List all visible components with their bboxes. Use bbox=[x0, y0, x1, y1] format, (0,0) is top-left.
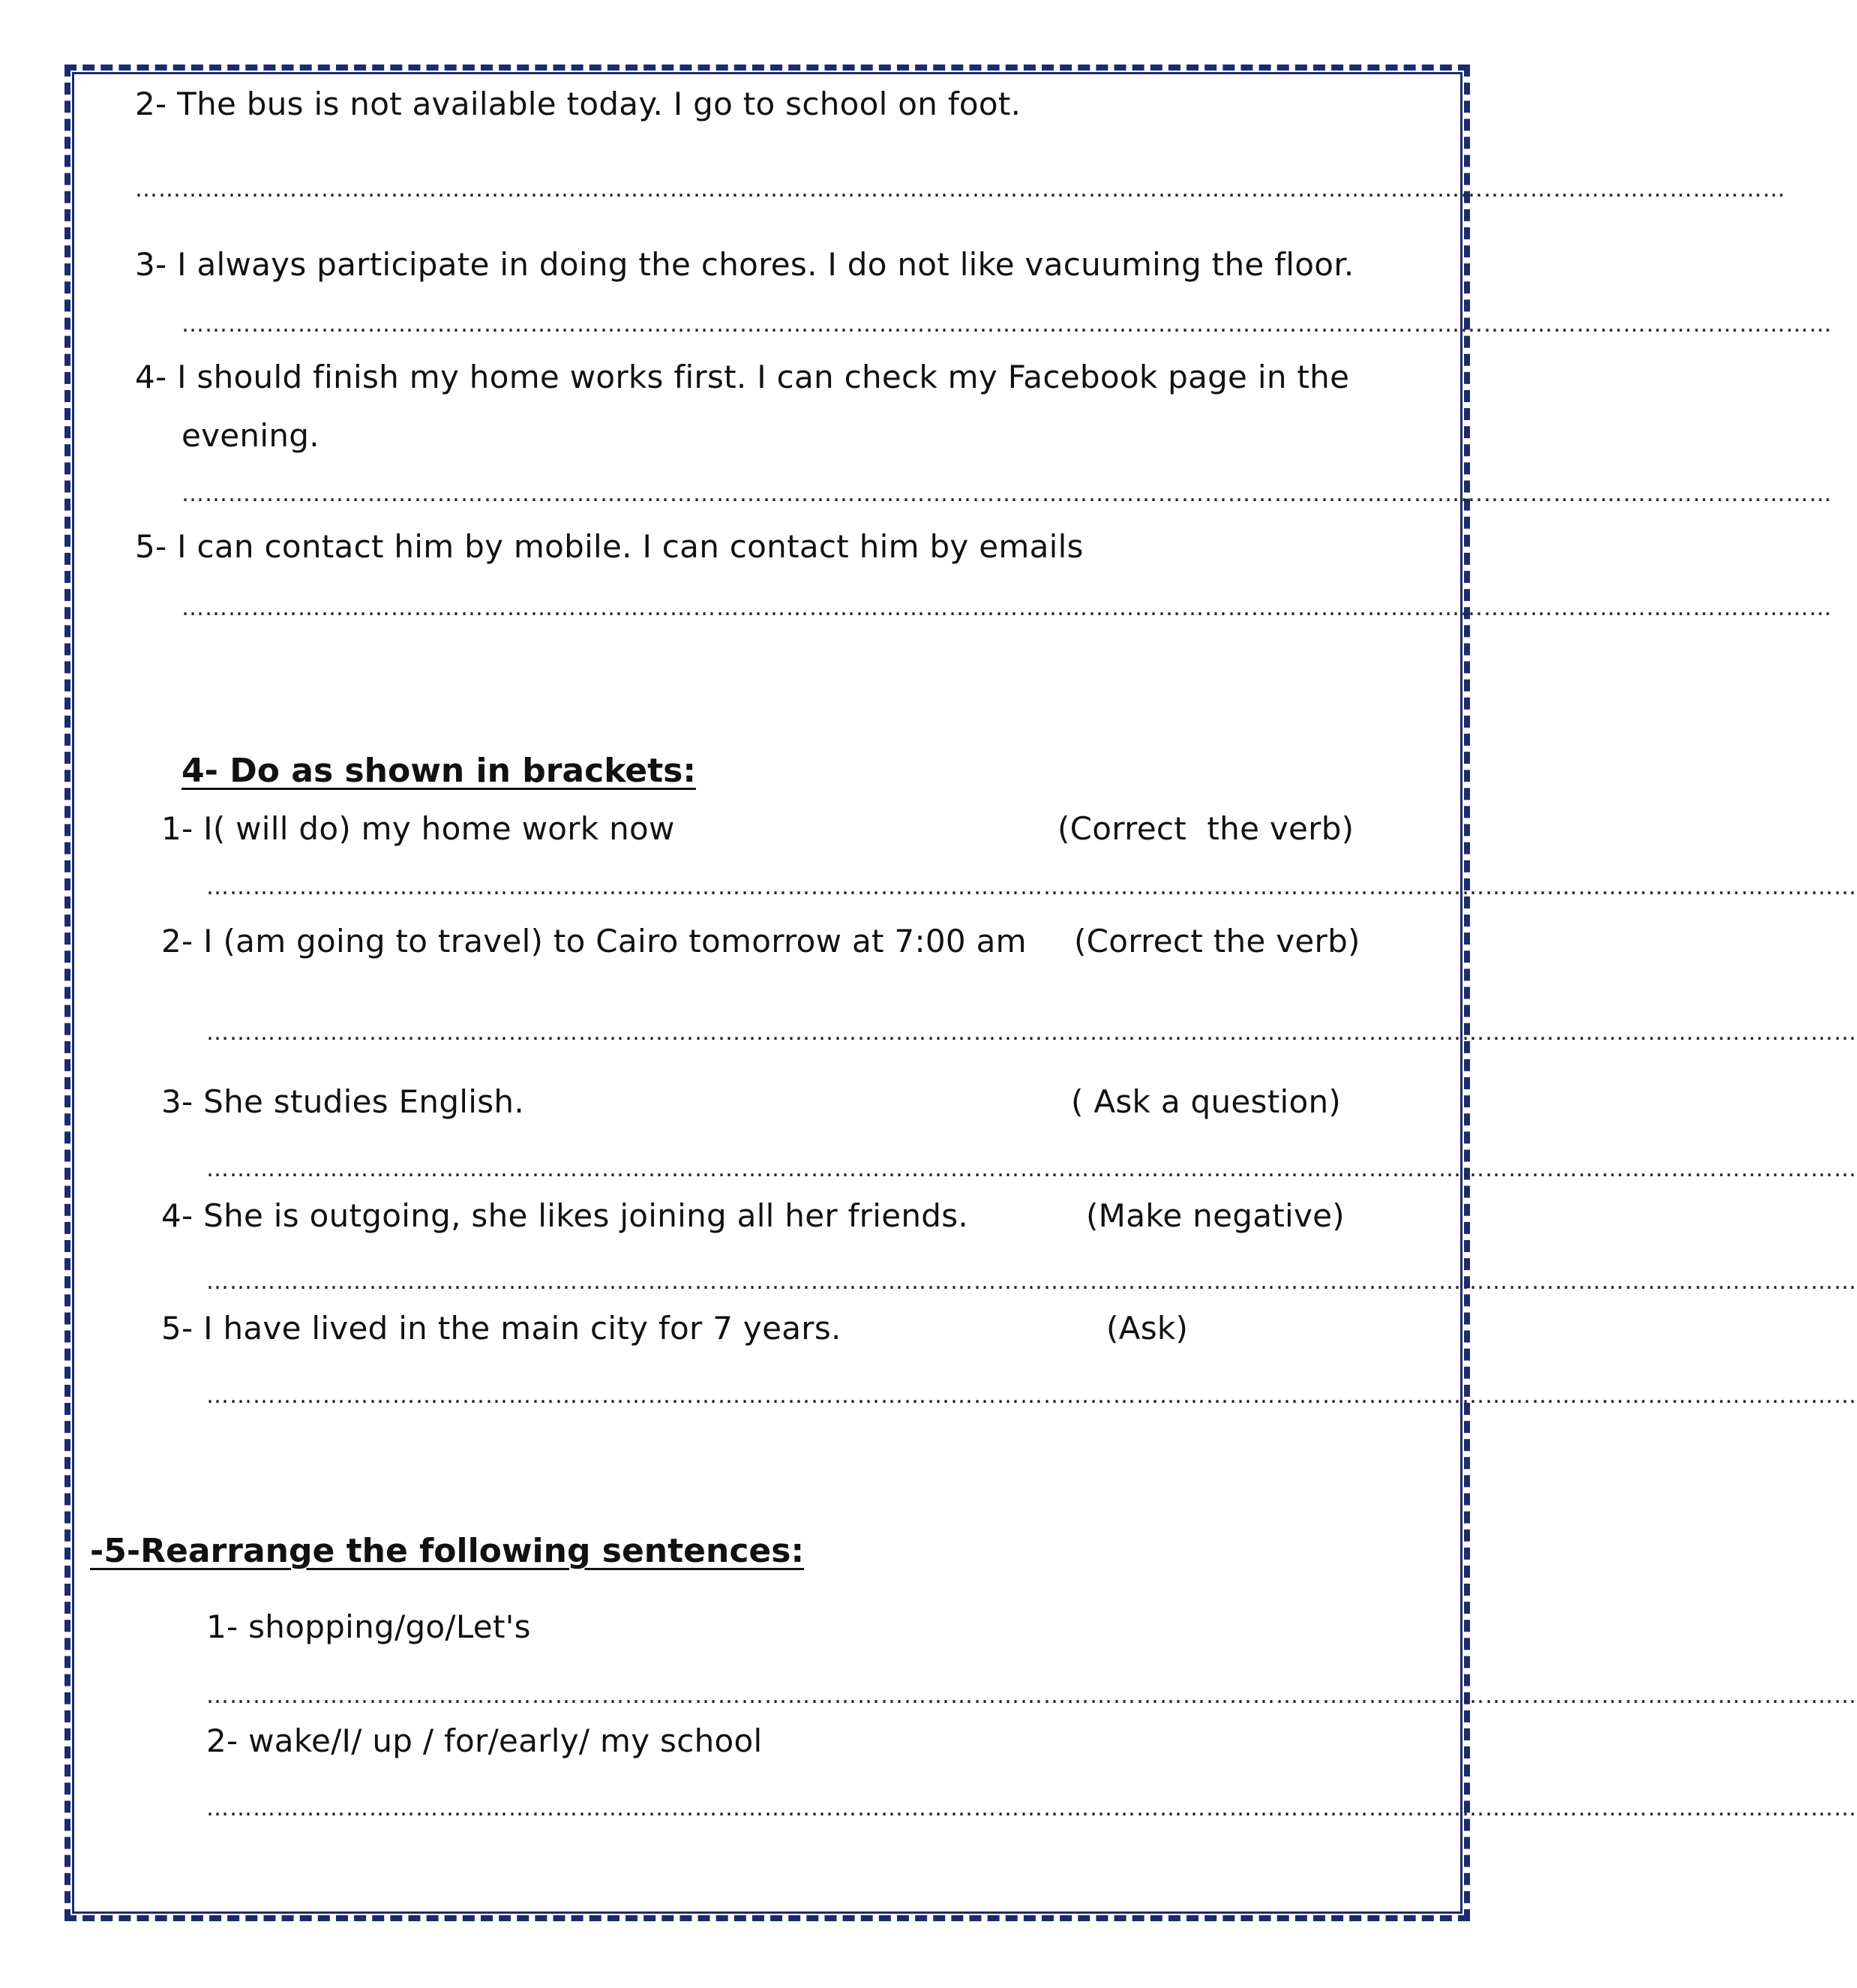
section-5-heading: -5-Rearrange the following sentences: bbox=[90, 1532, 805, 1570]
answer-line[interactable]: …………………………………………………………………………………………………………………………………………………………………………………………… bbox=[206, 874, 1857, 900]
answer-line[interactable]: …………………………………………………………………………………………………………………………………………………………………………………………… bbox=[206, 1383, 1857, 1409]
answer-line[interactable]: …………………………………………………………………………………………………………………………………………………………………………………………… bbox=[206, 1269, 1857, 1295]
s4-item-2-instruction: (Correct the verb) bbox=[1074, 923, 1360, 959]
s4-item-2: 2- I (am going to travel) to Cairo tomorrow at 7:00 am bbox=[161, 923, 1027, 959]
answer-line[interactable]: …………………………………………………………………………………………………………………………………………………………………………………………… bbox=[182, 311, 1832, 338]
s3-item-4: 4- I should finish my home works first. I can check my Facebook page in the bbox=[135, 359, 1350, 395]
s3-item-2: 2- The bus is not available today. I go to school on foot. bbox=[135, 86, 1022, 122]
s4-item-5-instruction: (Ask) bbox=[1106, 1310, 1189, 1347]
answer-line[interactable]: …………………………………………………………………………………………………………………………………………………………………………………………… bbox=[206, 1795, 1857, 1821]
s3-item-3: 3- I always participate in doing the chores. I do not like vacuuming the floor. bbox=[135, 246, 1354, 283]
s4-item-4-instruction: (Make negative) bbox=[1086, 1197, 1345, 1234]
section-4-heading: 4- Do as shown in brackets: bbox=[182, 752, 696, 790]
s4-item-4: 4- She is outgoing, she likes joining all her friends. bbox=[161, 1197, 969, 1234]
s4-item-3-instruction: ( Ask a question) bbox=[1071, 1083, 1342, 1120]
s4-item-5: 5- I have lived in the main city for 7 years. bbox=[161, 1310, 842, 1347]
answer-line[interactable]: …………………………………………………………………………………………………………………………………………………………………………………………… bbox=[135, 176, 1786, 203]
answer-line[interactable]: …………………………………………………………………………………………………………………………………………………………………………………………… bbox=[182, 595, 1832, 621]
s3-item-4-continued: evening. bbox=[182, 417, 320, 454]
s5-item-1: 1- shopping/go/Let's bbox=[206, 1608, 531, 1645]
answer-line[interactable]: …………………………………………………………………………………………………………………………………………………………………………………………… bbox=[206, 1156, 1857, 1182]
s3-item-5: 5- I can contact him by mobile. I can contact him by emails bbox=[135, 528, 1084, 565]
s5-item-2: 2- wake/I/ up / for/early/ my school bbox=[206, 1722, 763, 1759]
answer-line[interactable]: …………………………………………………………………………………………………………………………………………………………………………………………… bbox=[206, 1683, 1857, 1709]
s4-item-1: 1- I( will do) my home work now bbox=[161, 810, 675, 847]
s4-item-3: 3- She studies English. bbox=[161, 1083, 524, 1120]
answer-line[interactable]: …………………………………………………………………………………………………………………………………………………………………………………………… bbox=[182, 481, 1832, 507]
s4-item-1-instruction: (Correct the verb) bbox=[1058, 810, 1354, 847]
answer-line[interactable]: …………………………………………………………………………………………………………………………………………………………………………………………… bbox=[206, 1020, 1857, 1046]
